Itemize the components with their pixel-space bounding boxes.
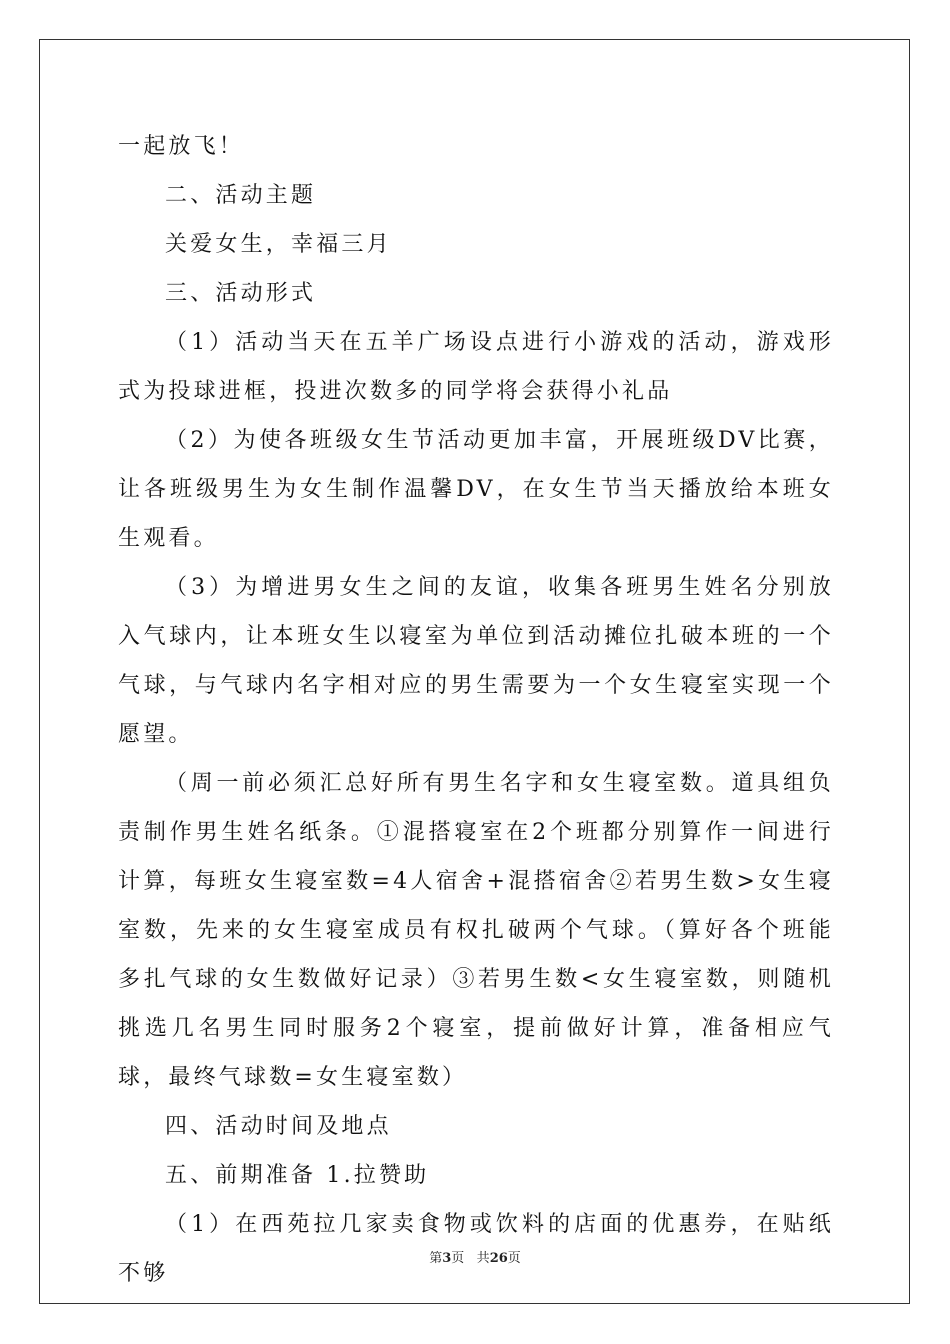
page-prefix: 第	[429, 1251, 443, 1266]
page-unit: 页	[451, 1251, 465, 1266]
heading-preparation: 五、前期准备 1.拉赞助	[165, 1163, 430, 1188]
paragraph-note: （周一前必须汇总好所有男生名字和女生寝室数。道具组负责制作男生姓名纸条。①混搭寝室在2个班都分别算作一间进行计算，每班女生寝室数=4人宿舍+混搭宿舍②若男生数>女生寝室数，先来的女生寝室成员有权扎破两个气球。（算好各个班能多扎气球的女生数做好记录）③若男生数<女生寝室数，则随机挑选几名男生同时服务2个寝室，提前做好计算，准备相应气球，最终气球数=女生寝室数）	[118, 771, 834, 1090]
paragraph-sponsor-1: （1）在西苑拉几家卖食物或饮料的店面的优惠券，在贴纸不够	[118, 1212, 834, 1286]
paragraph-closing-line: 一起放飞！	[118, 134, 245, 159]
document-body	[118, 122, 834, 1298]
total-unit: 页	[507, 1251, 521, 1266]
current-page-number: 3	[442, 1251, 452, 1266]
paragraph-theme: 关爱女生，幸福三月	[165, 232, 392, 257]
paragraph-item-1: （1）活动当天在五羊广场设点进行小游戏的活动，游戏形式为投球进框，投进次数多的同学将会获得小礼品	[118, 330, 834, 404]
page-footer	[0, 1247, 950, 1266]
total-page-number: 26	[489, 1251, 508, 1266]
heading-activity-theme: 二、活动主题	[165, 183, 317, 208]
total-prefix: 共	[476, 1251, 490, 1266]
paragraph-item-3: （3）为增进男女生之间的友谊，收集各班男生姓名分别放入气球内，让本班女生以寝室为单位到活动摊位扎破本班的一个气球，与气球内名字相对应的男生需要为一个女生寝室实现一个愿望。	[118, 575, 834, 747]
heading-time-location: 四、活动时间及地点	[165, 1114, 392, 1139]
heading-activity-format: 三、活动形式	[165, 281, 317, 306]
paragraph-item-2: （2）为使各班级女生节活动更加丰富，开展班级DV比赛，让各班级男生为女生制作温馨DV，在女生节当天播放给本班女生观看。	[118, 428, 834, 551]
